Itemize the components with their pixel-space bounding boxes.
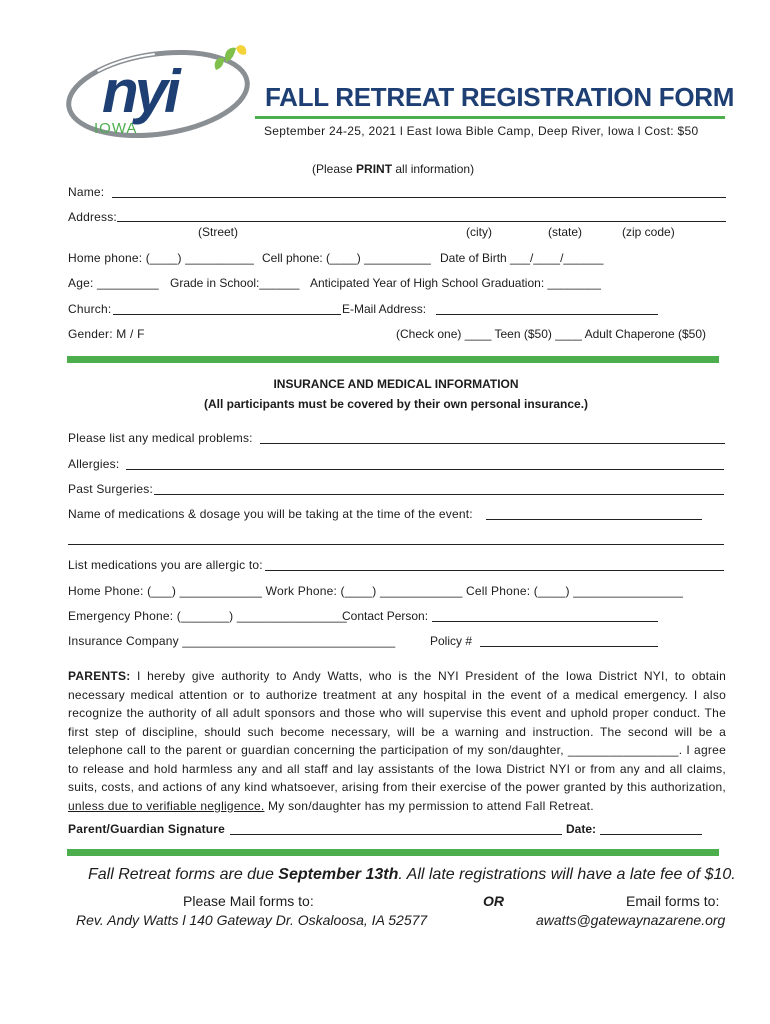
logo-region: IOWA (94, 120, 138, 137)
street-caption: (Street) (198, 225, 239, 239)
email-label: E-Mail Address: (342, 302, 427, 316)
medications-label: Name of medications & dosage you will be taking at the time of the event: (68, 507, 473, 521)
medications-field[interactable] (486, 519, 702, 520)
date-label: Date: (566, 822, 597, 836)
home-phone-field[interactable]: Home phone: (____) __________ (68, 251, 254, 265)
grade-field[interactable]: Grade in School:______ (170, 276, 300, 290)
parents-label: PARENTS: (68, 669, 131, 683)
zip-caption: (zip code) (622, 225, 675, 239)
nyi-logo (66, 44, 266, 144)
gender-field[interactable]: Gender: M / F (68, 327, 145, 341)
parents-text-end: My son/daughter has my permission to attend Fall Retreat. (264, 798, 594, 813)
state-caption: (state) (548, 225, 583, 239)
address-field[interactable] (117, 221, 726, 222)
mail-address: Rev. Andy Watts l 140 Gateway Dr. Oskaloosa, IA 52577 (76, 912, 428, 928)
policy-field[interactable] (480, 646, 658, 647)
medical-heading: INSURANCE AND MEDICAL INFORMATION (273, 377, 519, 391)
due-prefix: Fall Retreat forms are due (88, 866, 279, 883)
print-note-emphasis: PRINT (356, 162, 393, 176)
allergic-medications-field[interactable] (265, 570, 724, 571)
church-label: Church: (68, 302, 112, 316)
signature-label: Parent/Guardian Signature (68, 822, 226, 836)
print-note-prefix: (Please (312, 162, 357, 176)
negligence-clause: unless due to verifiable negligence. (68, 798, 265, 813)
form-title: FALL RETREAT REGISTRATION FORM (265, 82, 735, 112)
email-address-link[interactable]: awatts@gatewaynazarene.org (536, 912, 726, 928)
date-field[interactable] (600, 834, 702, 835)
church-field[interactable] (113, 314, 341, 315)
address-label: Address: (68, 210, 117, 224)
email-forms-label: Email forms to: (626, 893, 720, 909)
medical-subheading: (All participants must be covered by their own personal insurance.) (203, 397, 589, 411)
allergies-label: Allergies: (68, 457, 120, 471)
age-field[interactable]: Age: _________ (68, 276, 159, 290)
event-details: September 24-25, 2021 l East Iowa Bible Camp, Deep River, Iowa l Cost: $50 (264, 124, 699, 138)
registration-type-field[interactable]: (Check one) ____ Teen ($50) ____ Adult Chaperone ($50) (396, 327, 706, 341)
mail-label: Please Mail forms to: (183, 893, 314, 909)
due-date-notice (88, 866, 736, 884)
section-divider (67, 356, 719, 363)
policy-label: Policy # (430, 634, 473, 648)
due-date: September 13th (278, 866, 399, 883)
logo-wordmark: nyi (102, 58, 177, 125)
insurance-company-field[interactable]: Insurance Company _______________________________ (68, 634, 396, 648)
medical-problems-field[interactable] (260, 443, 725, 444)
print-note-suffix: all information) (392, 162, 475, 176)
parent-authorization-text (68, 667, 726, 815)
city-caption: (city) (466, 225, 492, 239)
medications-field-extra[interactable] (68, 544, 724, 545)
or-separator: OR (483, 893, 504, 909)
parents-text-main: I hereby give authority to Andy Watts, who is the NYI President of the Iowa District NYI, to obtain necessary medical attention or to authorize treatment at any hospital in the event of a medical emergency. I also recognize the authority of all adult sponsors and those who will supervise this event and uphold proper conduct. The first step of discipline, should such become necessary, will be a warning and instruction. The second will be a telephone call to the parent or guardian concerning the participation of my son/daughter, ________________. I agree to release and hold harmless any and all staff and lay assistants of the Iowa District NYI or from any and all claims, suits, costs, and actions of any kind whatsoever, arising from their exercise of the power granted by this authorization, (68, 669, 726, 794)
emergency-phone-field[interactable]: Emergency Phone: (_______) ________________ (68, 609, 347, 623)
print-note (312, 162, 474, 176)
contact-person-field[interactable] (432, 621, 658, 622)
due-suffix: . All late registrations will have a late fee of $10. (398, 866, 736, 883)
surgeries-label: Past Surgeries: (68, 482, 154, 496)
footer-divider (67, 849, 719, 856)
surgeries-field[interactable] (154, 494, 724, 495)
dob-field[interactable]: Date of Birth ___/____/______ (440, 251, 604, 265)
name-label: Name: (68, 185, 105, 199)
title-underline (255, 116, 725, 119)
allergic-medications-label: List medications you are allergic to: (68, 558, 263, 572)
graduation-year-field[interactable]: Anticipated Year of High School Graduation: ________ (310, 276, 601, 290)
email-field[interactable] (436, 314, 658, 315)
signature-field[interactable] (230, 834, 562, 835)
allergies-field[interactable] (126, 469, 724, 470)
medical-problems-label: Please list any medical problems: (68, 431, 253, 445)
cell-phone-field[interactable]: Cell phone: (____) __________ (262, 251, 431, 265)
contact-phones-field[interactable]: Home Phone: (___) ____________ Work Phone: (____) ____________ Cell Phone: (____) ________________ (68, 584, 684, 598)
contact-person-label: Contact Person: (342, 609, 429, 623)
name-field[interactable] (112, 197, 726, 198)
